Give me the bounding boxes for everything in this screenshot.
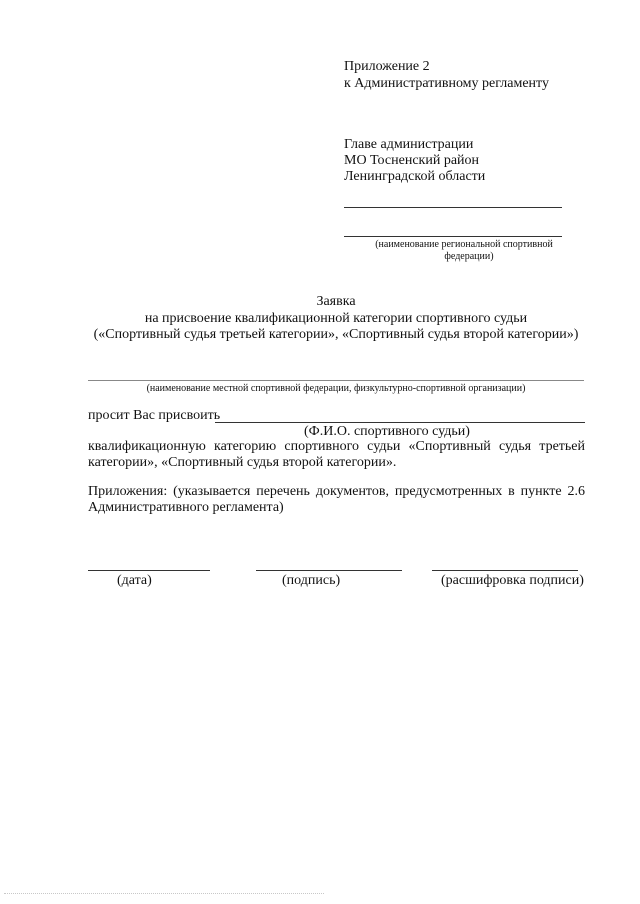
blank-line-federation [344,236,562,237]
blank-line-date [88,570,210,571]
appendix-number: Приложение 2 [344,59,430,74]
date-label: (дата) [117,573,152,588]
attachments-line-2: Административного регламента) [88,500,284,515]
organization-caption: (наименование местной спортивной федерации, физкультурно-спортивной организации) [146,383,526,394]
document-title: Заявка [316,294,356,309]
signature-label: (подпись) [282,573,341,588]
federation-caption-1: (наименование региональной спортивной [375,239,553,250]
blank-line-decoding [432,570,578,571]
addressee-line-3: Ленинградской области [344,169,486,184]
category-line-1: квалификационную категорию спортивного судьи «Спортивный судья третьей [88,439,585,454]
category-line-2: категории», «Спортивный судья второй категории». [88,455,397,470]
attachments-line-1: Приложения: (указывается перечень документов, предусмотренных в пункте 2.6 [88,484,585,499]
request-prefix: просит Вас присвоить [88,408,221,423]
scan-edge-artifact [4,893,324,894]
document-categories: («Спортивный судья третьей категории», «Спортивный судья второй категории») [93,327,579,342]
blank-line-addressee [344,207,562,208]
blank-line-signature [256,570,402,571]
blank-line-organization [88,380,584,381]
addressee-line-2: МО Тосненский район [344,153,480,168]
decoding-label: (расшифровка подписи) [441,573,584,588]
federation-caption-2: федерации) [444,251,494,262]
fio-caption: (Ф.И.О. спортивного судьи) [304,424,470,439]
document-subtitle: на присвоение квалификационной категории спортивного судьи [144,311,528,326]
appendix-reference: к Административному регламенту [344,76,549,91]
addressee-line-1: Главе администрации [344,137,474,152]
